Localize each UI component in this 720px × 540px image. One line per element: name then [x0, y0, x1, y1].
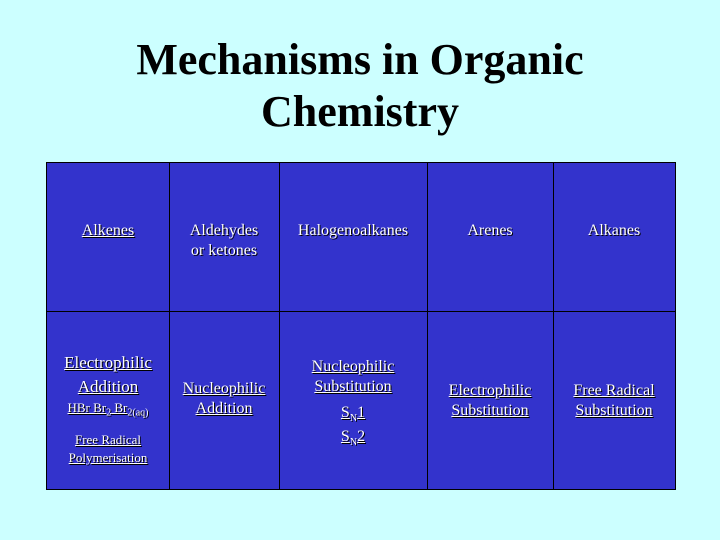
- alkanes-mech-line1[interactable]: Free Radical: [573, 382, 655, 399]
- alkenes-reagents[interactable]: HBr $Br_2$ $Br_{2(aq)}$: [67, 400, 149, 419]
- sn1-link[interactable]: $S_N1$: [340, 404, 366, 425]
- alkenes-mechanism: [47, 351, 169, 467]
- halogeno-mech-line2[interactable]: Substitution: [314, 378, 392, 395]
- arenes-mech-line1[interactable]: Electrophilic: [448, 382, 532, 399]
- title-line-2: Chemistry: [261, 87, 459, 136]
- aldehydes-mechanism: [169, 379, 279, 419]
- header-halogenoalkanes: Halogenoalkanes: [297, 222, 409, 239]
- column-divider: [427, 163, 428, 489]
- arenes-mechanism: [427, 381, 553, 421]
- alkanes-mech-line2[interactable]: Substitution: [575, 402, 653, 419]
- slide-title: [0, 34, 720, 138]
- header-aldehydes-ketones: [169, 221, 279, 261]
- header-arenes: Arenes: [467, 222, 513, 239]
- row-divider: [47, 311, 675, 312]
- aldehydes-mech-line1[interactable]: Nucleophilic: [182, 380, 266, 397]
- header-alkanes: Alkanes: [587, 222, 641, 239]
- halogeno-mech-line1[interactable]: Nucleophilic: [311, 358, 395, 375]
- halogenoalkanes-mechanism: [279, 357, 427, 447]
- header-alkenes[interactable]: Alkenes: [81, 222, 135, 239]
- arenes-mech-line2[interactable]: Substitution: [451, 402, 529, 419]
- sn2-link[interactable]: $S_N2$: [340, 428, 366, 449]
- header-aldehydes-line2: or ketones: [190, 242, 258, 259]
- alkenes-mech-line1[interactable]: Electrophilic: [64, 353, 152, 372]
- aldehydes-mech-line2[interactable]: Addition: [195, 400, 253, 417]
- title-line-1: Mechanisms in Organic: [136, 35, 584, 84]
- alkenes-extra-line2[interactable]: Polymerisation: [68, 450, 148, 465]
- column-divider: [553, 163, 554, 489]
- mechanisms-table: [46, 162, 676, 490]
- header-aldehydes-line1: Aldehydes: [189, 222, 259, 239]
- column-divider: [169, 163, 170, 489]
- alkanes-mechanism: [553, 381, 675, 421]
- alkenes-mech-line2[interactable]: Addition: [77, 377, 139, 396]
- alkenes-extra-line1[interactable]: Free Radical: [74, 432, 142, 447]
